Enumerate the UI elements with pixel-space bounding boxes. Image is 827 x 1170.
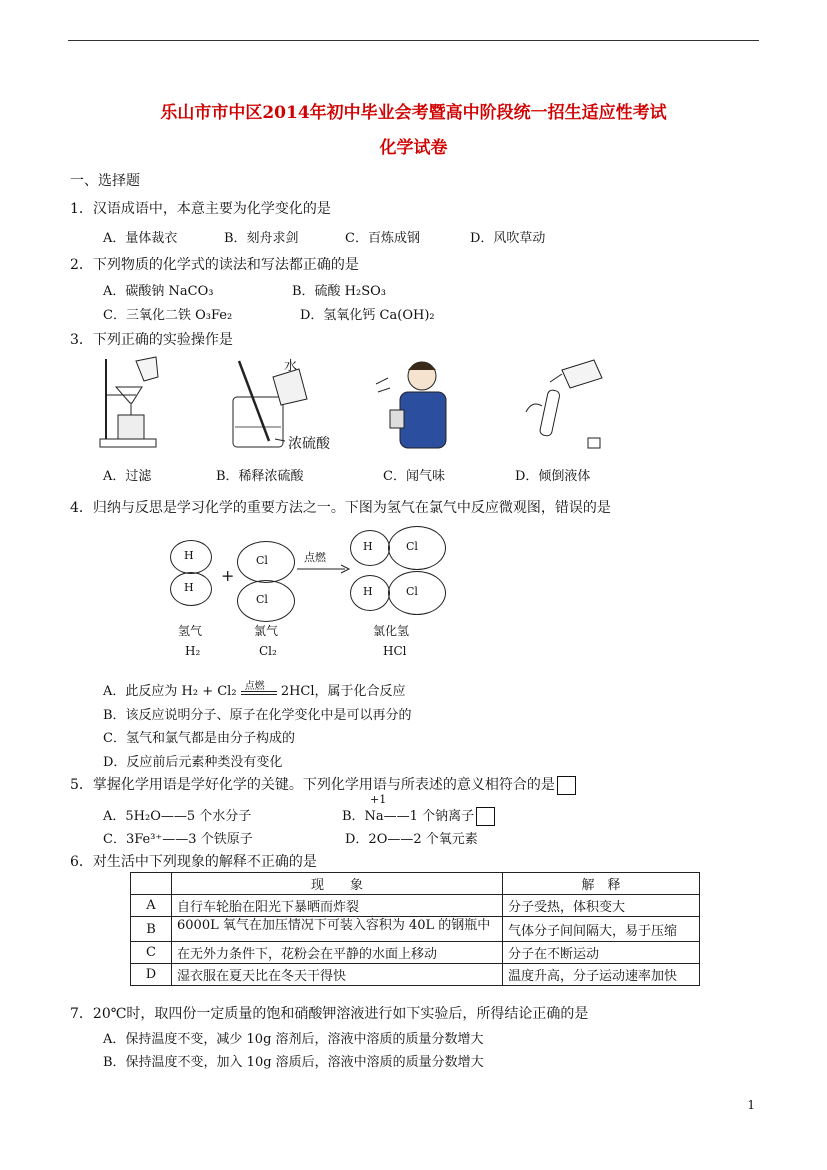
- q5-stem: [70, 774, 576, 795]
- acid-label: 浓硫酸: [288, 436, 330, 452]
- q4-option-d: D．反应前后元素种类没有变化: [103, 755, 283, 770]
- top-rule: [68, 40, 759, 41]
- table-row: [131, 917, 700, 942]
- q7-option-a: A．保持温度不变，减少 10g 溶剂后，溶液中溶质的质量分数增大: [103, 1032, 484, 1047]
- phenomena-table: [130, 872, 700, 986]
- row-option: A: [131, 895, 172, 917]
- row-explain: 气体分子间间隔大，易于压缩: [503, 917, 700, 942]
- q4-stem: 4．归纳与反思是学习化学的重要方法之一。下图为氢气在氯气中反应微观图，错误的是: [70, 500, 611, 516]
- q1-option-d: D．风吹草动: [470, 231, 546, 246]
- chlorine-formula: Cl₂: [259, 644, 277, 658]
- header-explain: 解 释: [503, 873, 700, 895]
- header-option: [131, 873, 172, 895]
- q3-option-b: B．稀释浓硫酸: [216, 469, 304, 484]
- q5-option-b-text: B．Na——1 个钠离子: [342, 809, 475, 824]
- hydrogen-formula: H₂: [185, 644, 201, 658]
- water-label: 水: [284, 359, 298, 374]
- smelling-figure: [372, 352, 472, 452]
- q7-option-b: B．保持温度不变，加入 10g 溶质后，溶液中溶质的质量分数增大: [103, 1055, 484, 1070]
- q4-option-c: C．氢气和氯气都是由分子构成的: [103, 731, 295, 746]
- row-phenomenon: [172, 917, 503, 942]
- row-explain: 分子受热，体积变大: [503, 895, 700, 917]
- q1-option-a: A．量体裁衣: [103, 231, 178, 246]
- table-header-row: [131, 873, 700, 895]
- q2-stem: 2．下列物质的化学式的读法和写法都正确的是: [70, 257, 359, 273]
- chlorine-atom-label: Cl: [256, 554, 268, 567]
- exam-title: 乐山市市中区2014年初中毕业会考暨高中阶段统一招生适应性考试: [160, 103, 667, 123]
- pouring-figure: [512, 352, 607, 452]
- row-phenomenon: 自行车轮胎在阳光下暴晒而炸裂: [172, 895, 503, 917]
- chlorine-atom-label: Cl: [406, 540, 418, 553]
- q5-option-d: D．2O——2 个氧元素: [345, 832, 478, 847]
- q3-option-d: D．倾倒液体: [515, 469, 591, 484]
- q3-option-a: A．过滤: [103, 469, 152, 484]
- q5-option-a: A．5H₂O——5 个水分子: [103, 809, 252, 824]
- row-phenomenon: 在无外力条件下，花粉会在平静的水面上移动: [172, 942, 503, 964]
- q1-stem: 1．汉语成语中，本意主要为化学变化的是: [70, 201, 331, 217]
- q2-option-b: B．硫酸 H₂SO₃: [292, 284, 387, 299]
- equation-sign: [241, 681, 277, 695]
- q6-stem: 6．对生活中下列现象的解释不正确的是: [70, 854, 317, 870]
- answer-box[interactable]: [557, 776, 576, 795]
- hcl-name: 氯化氢: [373, 624, 410, 638]
- q4-option-a-reactants: A．此反应为 H₂ + Cl₂: [103, 684, 237, 699]
- q4-option-a-products: 2HCl，属于化合反应: [280, 684, 406, 699]
- row-explain: 温度升高，分子运动速率加快: [503, 964, 700, 986]
- q2-option-a: A．碳酸钠 NaCO₃: [103, 284, 214, 299]
- table-row: [131, 895, 700, 917]
- page-number: 1: [747, 1098, 755, 1112]
- answer-box[interactable]: [476, 807, 495, 826]
- equation-condition: 点燃: [244, 681, 265, 692]
- q2-option-c: C．三氧化二铁 O₃Fe₂: [103, 308, 233, 323]
- q1-option-b: B．刻舟求剑: [224, 231, 299, 246]
- arrow-condition: 点燃: [304, 551, 326, 564]
- q3-option-c: C．闻气味: [383, 469, 445, 484]
- q3-stem: 3．下列正确的实验操作是: [70, 332, 233, 348]
- row-phenomenon: 湿衣服在夏天比在冬天干得快: [172, 964, 503, 986]
- header-phenomenon: 现 象: [172, 873, 503, 895]
- chlorine-name: 氯气: [254, 624, 279, 638]
- table-row: [131, 942, 700, 964]
- row-phenomenon-text: 6000L 氧气在加压情况下可装入容积为 40L 的钢瓶中: [177, 918, 491, 933]
- row-option: C: [131, 942, 172, 964]
- chlorine-atom-label: Cl: [256, 593, 268, 606]
- hydrogen-atom-label: H: [184, 549, 194, 562]
- hydrogen-atom-label: H: [184, 581, 194, 594]
- chlorine-atom-label: Cl: [406, 585, 418, 598]
- reaction-arrow: [297, 563, 351, 575]
- q5-option-c: C．3Fe³⁺——3 个铁原子: [103, 832, 253, 847]
- hydrogen-atom-label: H: [363, 540, 373, 553]
- table-row: [131, 964, 700, 986]
- q5-option-b: [342, 805, 495, 826]
- plus-sign: +: [221, 566, 235, 585]
- exam-subtitle: 化学试卷: [379, 138, 448, 158]
- q4-option-a: [103, 680, 406, 699]
- row-option: D: [131, 964, 172, 986]
- q7-stem: 7．20℃时，取四份一定质量的饱和硝酸钾溶液进行如下实验后，所得结论正确的是: [70, 1006, 589, 1022]
- hydrogen-atom-label: H: [363, 585, 373, 598]
- q4-option-b: B．该反应说明分子、原子在化学变化中是可以再分的: [103, 708, 412, 723]
- q5-stem-text: 5．掌握化学用语是学好化学的关键。下列化学用语与所表述的意义相符合的是: [70, 777, 555, 793]
- hcl-formula: HCl: [383, 644, 407, 658]
- q1-option-c: C．百炼成钢: [345, 231, 420, 246]
- row-explain: 分子在不断运动: [503, 942, 700, 964]
- row-option: B: [131, 917, 172, 942]
- hydrogen-name: 氢气: [178, 624, 203, 638]
- q2-option-d: D．氢氧化钙 Ca(OH)₂: [300, 308, 435, 323]
- filtration-figure: [92, 355, 164, 453]
- section-heading: 一、选择题: [70, 173, 140, 189]
- q5-option-b-charge: +1: [370, 793, 387, 806]
